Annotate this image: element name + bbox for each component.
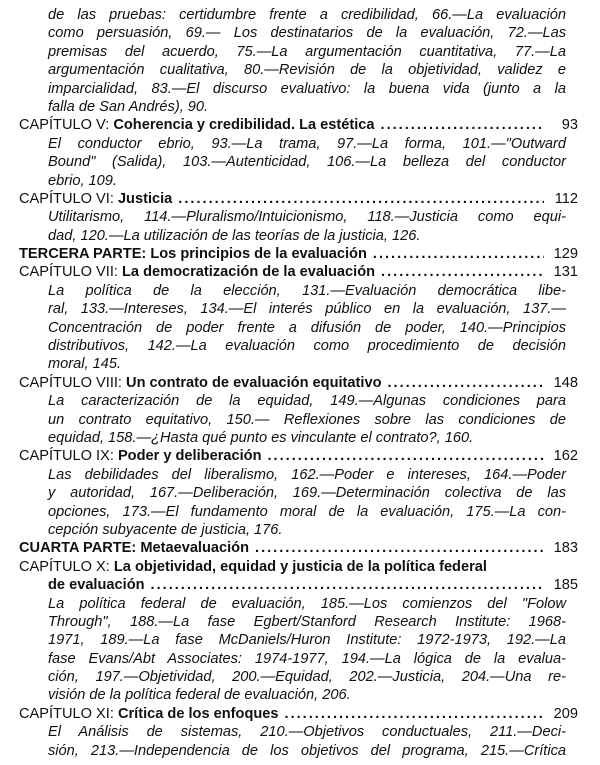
toc-chapter-10-cont[interactable]: [0, 576, 600, 594]
toc-chapter-8[interactable]: [0, 374, 600, 392]
toc-part-3[interactable]: [0, 245, 600, 263]
chapter-label: [19, 447, 262, 465]
toc-subentry-line: Through", 188.—La fase Egbert/Stanford Research Institute: 1968-: [48, 613, 566, 630]
toc-subentry-line: Bound" (Salida), 103.—Autenticidad, 106.—La belleza del conductor: [48, 154, 566, 171]
page-number: 131: [553, 264, 578, 281]
dot-leader: [268, 447, 545, 465]
toc-subentry-line: La política federal de evaluación, 185.—Los comienzos del "Folow: [48, 595, 566, 612]
dot-leader: [178, 190, 544, 208]
toc-subentry-line: moral, 145.: [48, 356, 122, 373]
part-title: [19, 539, 249, 557]
chapter-title: Un contrato de evaluación equitativo: [126, 374, 382, 391]
toc-subentry-line: ral, 133.—Intereses, 134.—El interés público en la evaluación, 137.—: [48, 301, 566, 318]
chapter-label: [19, 116, 375, 134]
chapter-number: CAPÍTULO V:: [19, 117, 114, 134]
part-title-text: CUARTA PARTE: Metaevaluación: [19, 540, 250, 557]
dot-leader: [381, 263, 544, 281]
dot-leader: [285, 705, 544, 723]
toc-subentry-line: y autoridad, 167.—Deliberación, 169.—Determinación colectiva de las: [48, 485, 566, 502]
toc-subentry-line: ebrio, 109.: [48, 172, 117, 189]
toc-chapter-6[interactable]: [0, 190, 600, 208]
page-number: 112: [554, 190, 578, 207]
page-number: 183: [553, 540, 578, 557]
page-number: 148: [553, 374, 578, 391]
toc-subentry-line: equidad, 158.—¿Hasta qué punto es vinculante el contrato?, 160.: [48, 429, 474, 446]
toc-subentry-line: como persuasión, 69.— Los destinatarios de la evaluación, 72.—Las: [48, 25, 566, 42]
toc-subentry-line: distributivos, 142.—La evaluación como procedimiento de decisión: [48, 338, 566, 355]
chapter-title: Justicia: [117, 190, 173, 207]
toc-subentry-line: Concentración de poder frente a difusión de poder, 140.—Principios: [48, 319, 566, 336]
chapter-number: CAPÍTULO VII:: [19, 264, 122, 281]
page-number: 93: [561, 117, 578, 134]
chapter-title: La objetividad, equidad y justicia de la política federal: [113, 558, 487, 575]
toc-subentry-line: La política de la elección, 131.—Evaluación democrática libe-: [48, 282, 566, 299]
chapter-title: de evaluación: [48, 577, 145, 594]
chapter-label: [19, 190, 172, 208]
chapter-number: CAPÍTULO X:: [19, 558, 114, 575]
chapter-number: CAPÍTULO IX:: [19, 448, 118, 465]
toc-subentry-line: visión de la política federal de evaluación, 206.: [48, 687, 351, 704]
chapter-title: La democratización de la evaluación: [122, 264, 376, 281]
dot-leader: [373, 245, 544, 263]
toc-subentry-line: fase Evans/Abt Associates: 1974-1977, 194.—La lógica de la evalua-: [48, 650, 566, 667]
toc-chapter-7[interactable]: [0, 263, 600, 281]
toc-subentry-line: Las debilidades del liberalismo, 162.—Poder e intereses, 164.—Poder: [48, 466, 566, 483]
chapter-number: CAPÍTULO VIII:: [19, 374, 127, 391]
toc-subentry-line: premisas del acuerdo, 75.—La argumentación cuantitativa, 77.—La: [48, 43, 566, 60]
toc-subentry-line: cepción subyacente de justicia, 176.: [48, 521, 283, 538]
chapter-title: Crítica de los enfoques: [117, 705, 279, 722]
toc-subentry-line: opciones, 173.—El fundamento moral de la evaluación, 175.—La con-: [48, 503, 566, 520]
chapter-label: [19, 263, 375, 281]
toc-subentry-line: La caracterización de la equidad, 149.—Algunas condiciones para: [48, 393, 566, 410]
chapter-title: Poder y deliberación: [117, 448, 262, 465]
toc-chapter-11[interactable]: [0, 705, 600, 723]
chapter-label: [19, 705, 279, 723]
toc-subentry-line: imparcialidad, 83.—El discurso evaluativo: la buena vida (junto a la: [48, 80, 566, 97]
page-number: 209: [553, 705, 578, 722]
toc-part-4[interactable]: [0, 539, 600, 557]
toc-chapter-5[interactable]: [0, 116, 600, 134]
dot-leader: [151, 576, 544, 594]
toc-subentry-line: un contrato equitativo, 150.— Reflexiones sobre las condiciones de: [48, 411, 566, 428]
toc-subentry-line: El Análisis de sistemas, 210.—Objetivos conductuales, 211.—Deci-: [48, 724, 566, 741]
dot-leader: [255, 539, 544, 557]
toc-subentry-line: sión, 213.—Independencia de los objetivos del programa, 215.—Crítica: [48, 742, 566, 759]
chapter-title: Coherencia y credibilidad. La estética: [113, 117, 375, 134]
page-number: 162: [553, 448, 578, 465]
toc-chapter-10[interactable]: [0, 558, 600, 576]
toc-subentry-line: 1971, 189.—La fase McDaniels/Huron Institute: 1972-1973, 192.—La: [48, 632, 566, 649]
part-title-text: TERCERA PARTE: Los principios de la evaluación: [19, 246, 367, 263]
toc-subentry-line: Utilitarismo, 114.—Pluralismo/Intuicionismo, 118.—Justicia como equi-: [48, 209, 566, 226]
chapter-number: CAPÍTULO XI:: [19, 705, 118, 722]
toc-subentry-line: de las pruebas: certidumbre frente a credibilidad, 66.—La evaluación: [48, 7, 566, 23]
chapter-label: [48, 576, 145, 594]
toc-chapter-9[interactable]: [0, 447, 600, 465]
chapter-number: CAPÍTULO VI:: [19, 190, 118, 207]
toc-subentry-line: argumentación cualitativa, 80.—Revisión de la objetividad, validez e: [48, 62, 566, 79]
chapter-label: [19, 374, 381, 392]
dot-leader: [387, 374, 544, 392]
page-number: 185: [553, 577, 578, 594]
toc-subentry-line: ción, 197.—Objetividad, 200.—Equidad, 202.—Justicia, 204.—Una re-: [48, 669, 566, 686]
part-title: [19, 245, 367, 263]
page-number: 129: [553, 246, 578, 263]
toc-subentry-line: El conductor ebrio, 93.—La trama, 97.—La forma, 101.—"Outward: [48, 135, 566, 152]
dot-leader: [381, 116, 544, 134]
toc-subentry-line: dad, 120.—La utilización de las teorías de la justicia, 126.: [48, 227, 421, 244]
toc-subentry-line: falla de San Andrés), 90.: [48, 98, 209, 115]
